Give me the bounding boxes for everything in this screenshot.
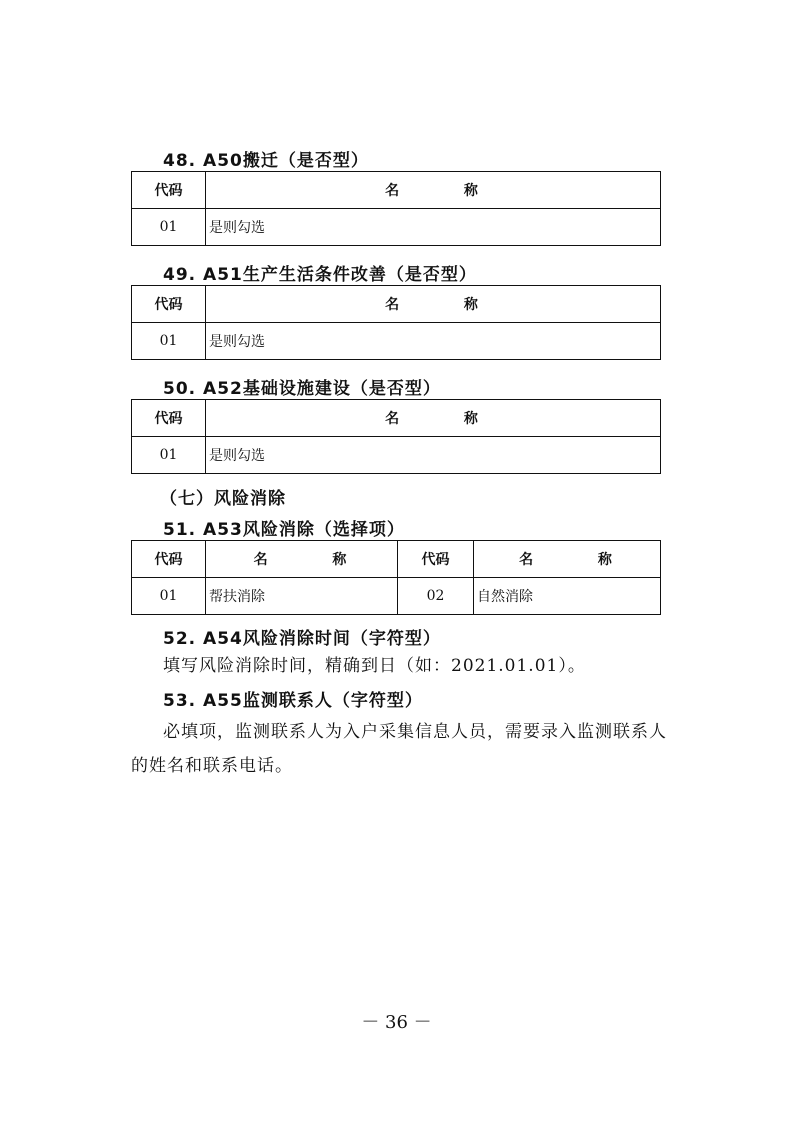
name-column-header-2: 名 称 <box>474 541 661 578</box>
table-header-row <box>132 400 661 437</box>
code-cell: 01 <box>132 323 206 360</box>
name-cell-2: 自然消除 <box>474 578 661 615</box>
code-column-header: 代码 <box>132 541 206 578</box>
code-column-header: 代码 <box>132 286 206 323</box>
section-49-heading: 49. A51生产生活条件改善（是否型） <box>163 265 477 285</box>
section-53-heading: 53. A55监测联系人（字符型） <box>163 691 423 711</box>
code-cell: 01 <box>132 437 206 474</box>
page-number: － 36 － <box>361 1012 432 1033</box>
code-cell: 01 <box>132 578 206 615</box>
table-row <box>132 578 661 615</box>
name-column-header: 名 称 <box>206 400 661 437</box>
section-48-heading: 48. A50搬迁（是否型） <box>163 151 369 171</box>
section-50-heading: 50. A52基础设施建设（是否型） <box>163 379 441 399</box>
code-cell: 01 <box>132 209 206 246</box>
table-header-row <box>132 286 661 323</box>
name-cell: 是则勾选 <box>206 209 661 246</box>
table-51 <box>131 540 661 615</box>
table-50 <box>131 399 661 474</box>
section-53-body: 必填项，监测联系人为入户采集信息人员，需要录入监测联系人的姓名和联系电话。 <box>131 722 667 776</box>
code-column-header: 代码 <box>132 400 206 437</box>
name-cell: 是则勾选 <box>206 323 661 360</box>
table-row <box>132 209 661 246</box>
name-cell: 是则勾选 <box>206 437 661 474</box>
code-column-header-2: 代码 <box>398 541 474 578</box>
code-cell-2: 02 <box>398 578 474 615</box>
group-7-title: （七）风险消除 <box>160 489 286 509</box>
name-column-header: 名 称 <box>206 286 661 323</box>
table-49 <box>131 285 661 360</box>
section-51-heading: 51. A53风险消除（选择项） <box>163 520 405 540</box>
table-header-row <box>132 172 661 209</box>
name-column-header: 名 称 <box>206 172 661 209</box>
section-52-heading: 52. A54风险消除时间（字符型） <box>163 629 441 649</box>
name-cell: 帮扶消除 <box>206 578 398 615</box>
code-column-header: 代码 <box>132 172 206 209</box>
table-row <box>132 323 661 360</box>
section-52-body: 填写风险消除时间，精确到日（如：2021.01.01）。 <box>163 656 586 676</box>
name-column-header: 名 称 <box>206 541 398 578</box>
table-48 <box>131 171 661 246</box>
table-row <box>132 437 661 474</box>
table-header-row <box>132 541 661 578</box>
